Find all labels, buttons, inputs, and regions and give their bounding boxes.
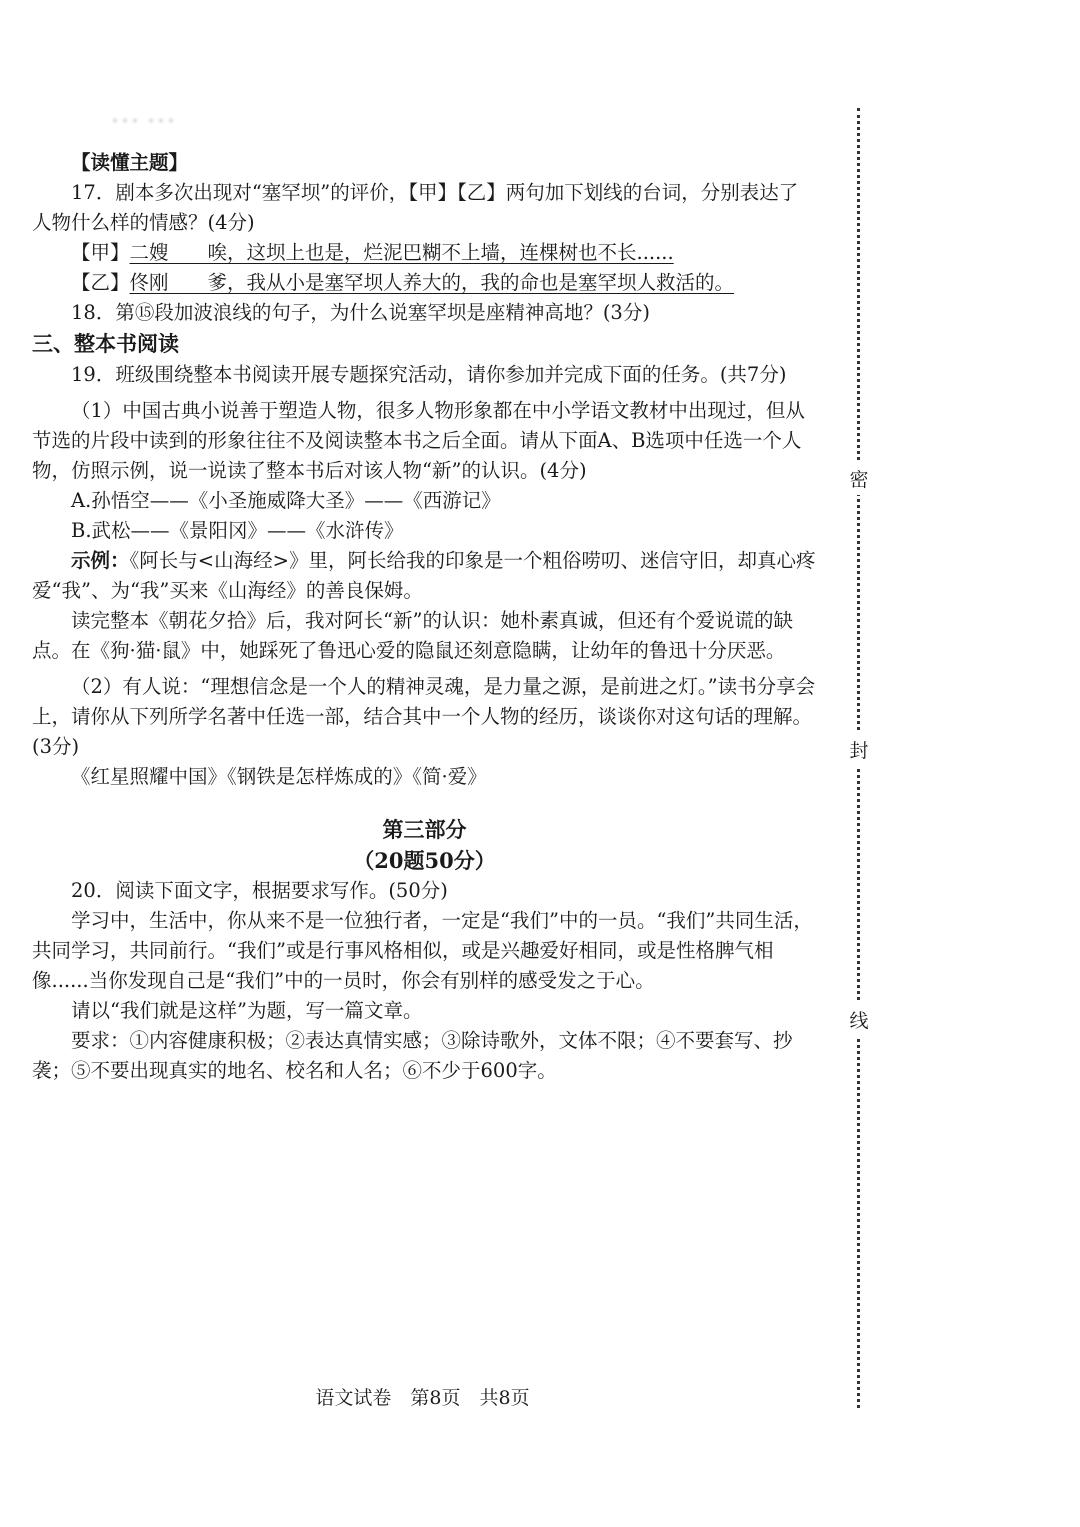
q17-jia-text: 二嫂 唉，这坝上也是，烂泥巴糊不上墙，连棵树也不长......	[129, 241, 674, 264]
question-19-books: 《红星照耀中国》《钢铁是怎样炼成的》《简·爱》	[71, 765, 487, 788]
q17-yi-text: 佟刚 爹，我从小是塞罕坝人养大的，我的命也是塞罕坝人救活的。	[129, 271, 735, 294]
section-read-theme: 【读懂主题】	[71, 151, 189, 174]
binding-char-mi: 密	[849, 462, 869, 495]
question-19-example	[32, 546, 817, 606]
binding-char-xian: 线	[849, 1003, 869, 1036]
part-3-title: 第三部分	[382, 817, 467, 842]
example-label: 示例：	[71, 549, 130, 572]
q17-line-yi	[32, 268, 817, 298]
q17-jia-label: 【甲】	[71, 241, 130, 264]
q17-line-jia	[32, 238, 817, 268]
question-17: 17．剧本多次出现对“塞罕坝”的评价，【甲】【乙】两句加下划线的台词，分别表达了人物什么样的情感？(4分)	[32, 181, 799, 234]
question-19-option-b: B.武松——《景阳冈》——《水浒传》	[71, 519, 404, 542]
question-20-intro: 20．阅读下面文字，根据要求写作。(50分)	[71, 879, 448, 902]
question-19-part-1: （1）中国古典小说善于塑造人物，很多人物形象都在中小学语文教材中出现过，但从节选的片段中读到的形象往往不及阅读整本书之后全面。请从下面A、B选项中任选一个人物，仿照示例，说一说读了整本书后对该人物“新”的认识。(4分)	[32, 399, 805, 482]
question-20-requirements: 要求：①内容健康积极；②表达真情实感；③除诗歌外，文体不限；④不要套写、抄袭；⑤不要出现真实的地名、校名和人名；⑥不少于600字。	[32, 1029, 793, 1082]
binding-char-feng: 封	[849, 733, 869, 766]
q17-yi-label: 【乙】	[71, 271, 130, 294]
page-footer: 语文试卷 第8页 共8页	[315, 1387, 530, 1409]
exam-content	[32, 148, 817, 1086]
question-19-part-2: （2）有人说：“理想信念是一个人的精神灵魂，是力量之源，是前进之灯。”读书分享会上，请你从下列所学名著中任选一部，结合其中一个人物的经历，谈谈你对这句话的理解。(3分)	[32, 675, 816, 758]
question-19-intro: 19．班级围绕整本书阅读开展专题探究活动，请你参加并完成下面的任务。(共7分)	[71, 363, 787, 386]
question-20-p1: 学习中，生活中，你从来不是一位独行者，一定是“我们”中的一员。“我们”共同生活，共同学习，共同前行。“我们”或是行事风格相似，或是兴趣爱好相同，或是性格脾气相像......当你发现自己是“我们”中的一员时，你会有别样的感受发之于心。	[32, 909, 813, 992]
part-3-subtitle: （20题50分）	[353, 848, 496, 873]
question-20-p2: 请以“我们就是这样”为题，写一篇文章。	[71, 999, 423, 1022]
question-18: 18．第⑮段加波浪线的句子，为什么说塞罕坝是座精神高地？(3分)	[71, 301, 650, 324]
example-text: 《阿长与<山海经>》里，阿长给我的印象是一个粗俗唠叨、迷信守旧，却真心疼爱“我”、为“我”买来《山海经》的善良保姆。	[32, 549, 816, 602]
question-19-example-cont: 读完整本《朝花夕拾》后，我对阿长“新”的认识：她朴素真诚，但还有个爱说谎的缺点。在《狗·猫·鼠》中，她踩死了鲁迅心爱的隐鼠还刻意隐瞒，让幼年的鲁迅十分厌恶。	[32, 609, 793, 662]
faded-header-text: ……	[110, 95, 182, 130]
question-19-option-a: A.孙悟空——《小圣施威降大圣》——《西游记》	[71, 489, 501, 512]
section-3-title: 三、整本书阅读	[32, 331, 179, 356]
